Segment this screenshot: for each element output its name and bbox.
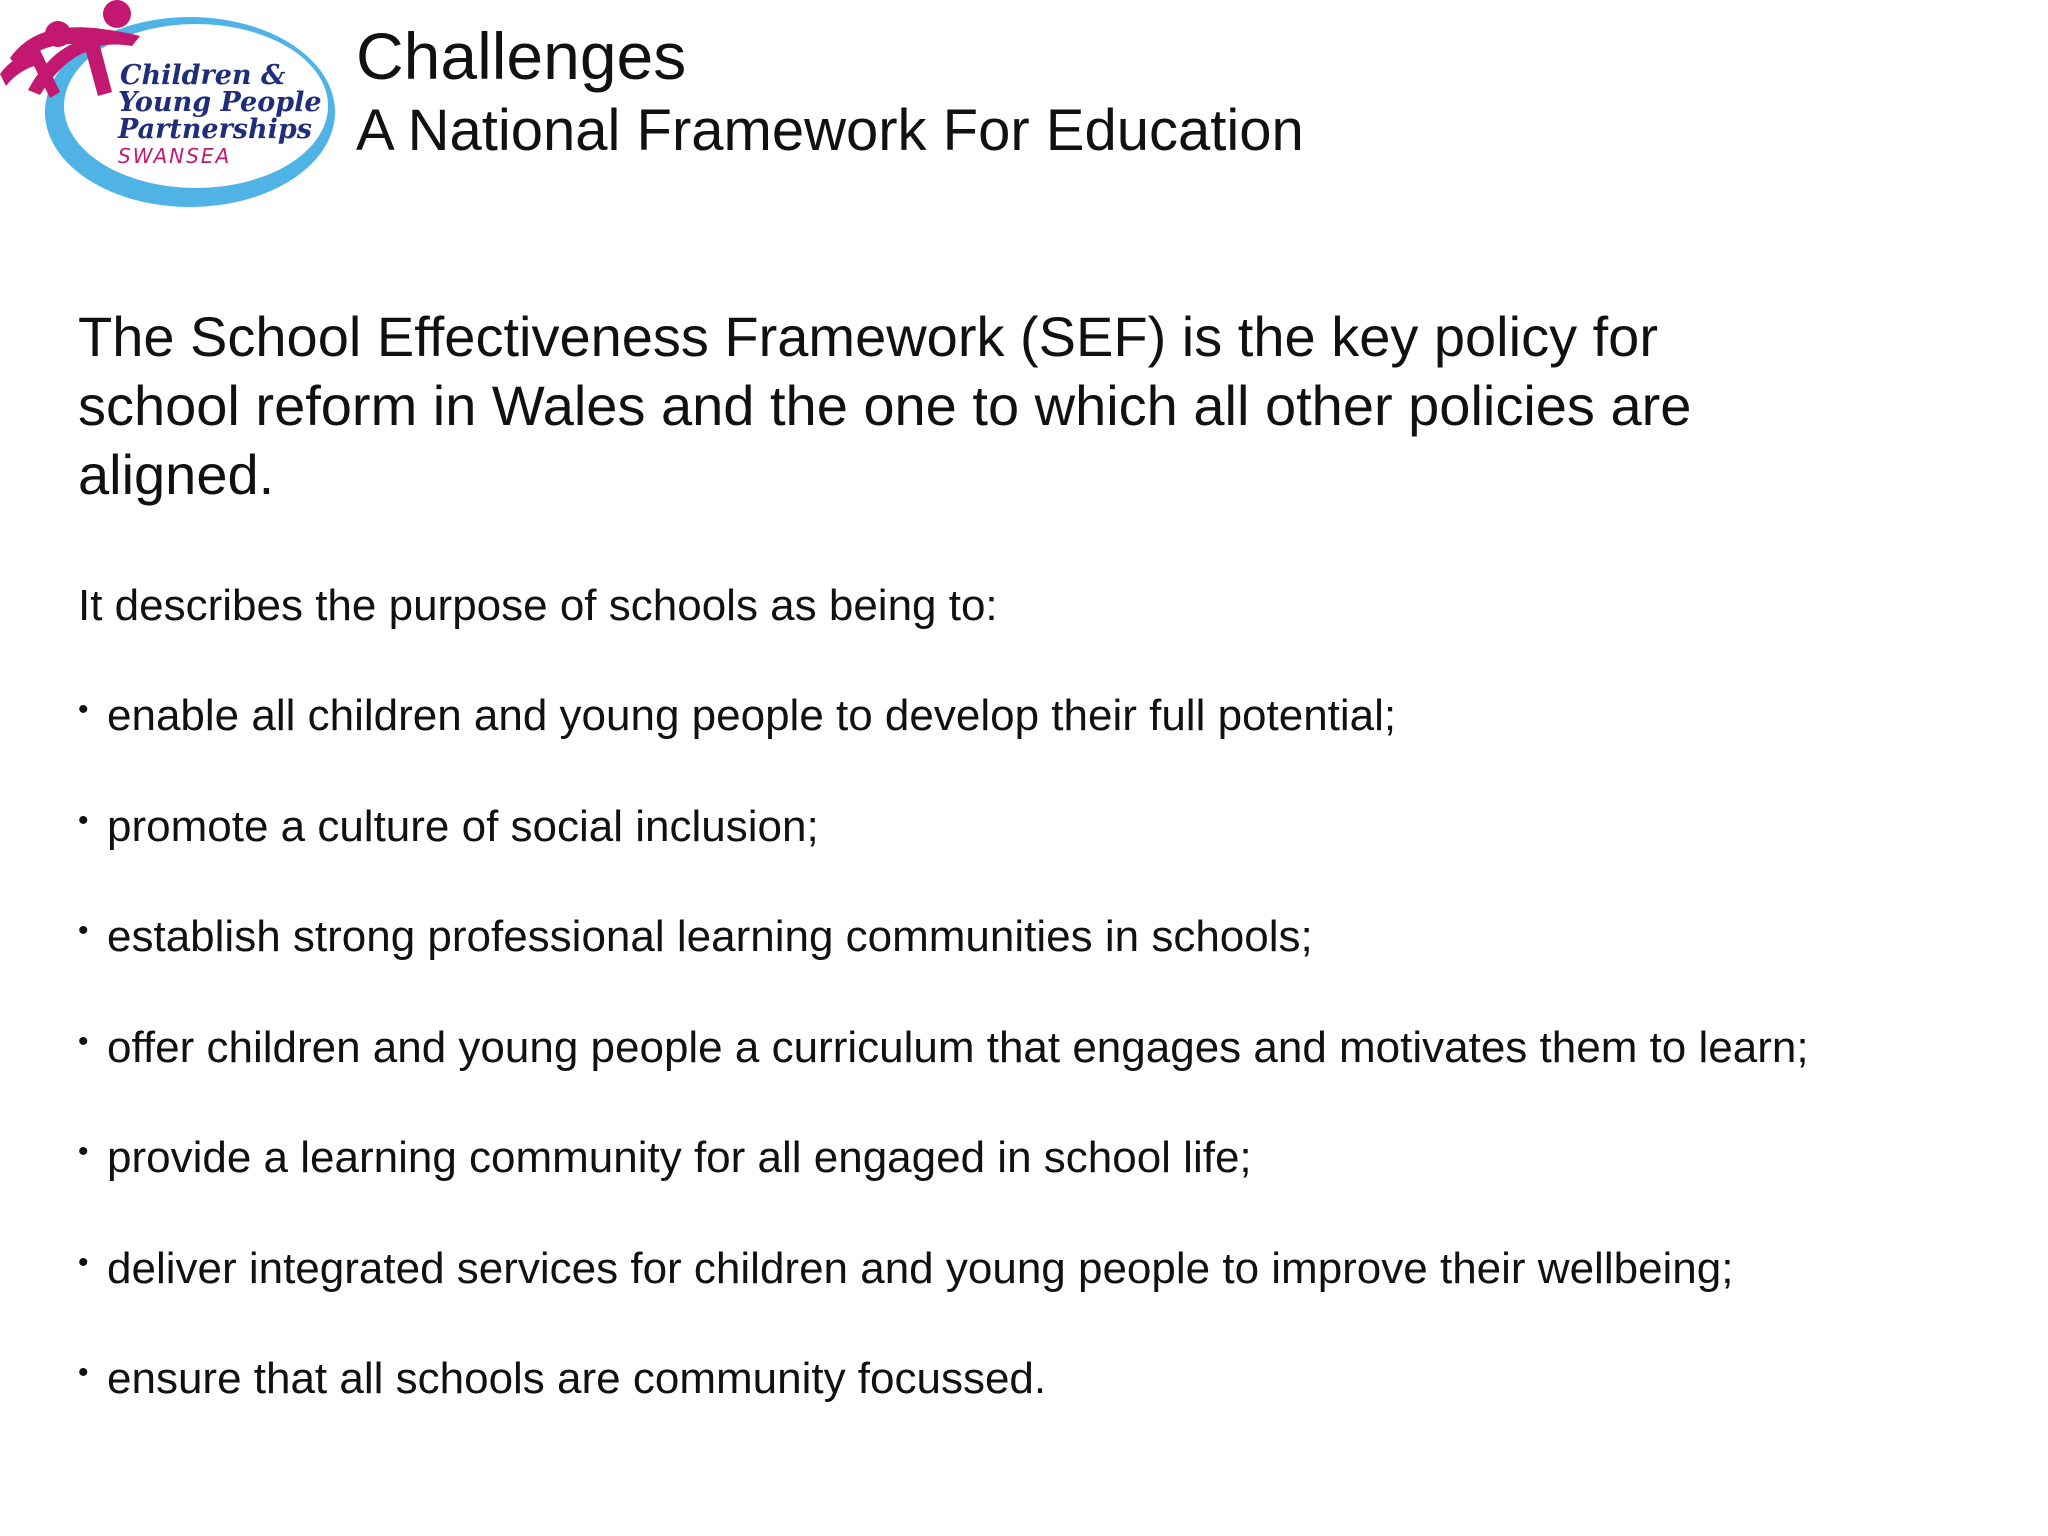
logo-text-line2: Young People [118,87,322,118]
list-item-text: provide a learning community for all engaged in school life; [107,1133,1252,1182]
bullet-icon: • [78,803,89,837]
list-item [78,1130,1809,1241]
purpose-list [78,688,1809,1462]
list-item [78,1020,1809,1131]
bullet-icon: • [78,1356,89,1389]
list-item [78,1241,1809,1352]
slide-title: Challenges [356,19,687,93]
list-item-text: promote a culture of social inclusion; [107,801,819,851]
list-item-text: offer children and young people a curriculum that engages and motivates them to learn; [107,1022,1809,1072]
bullet-icon: • [78,1135,89,1168]
list-item-text: deliver integrated services for children and young people to improve their wellbeing; [107,1243,1734,1293]
list-item-text: enable all children and young people to develop their full potential; [107,691,1397,740]
bullet-icon: • [78,914,89,947]
bullet-icon: • [78,1024,89,1058]
logo-text-line4: SWANSEA [118,144,232,168]
lead-sentence: It describes the purpose of schools as being to: [78,581,998,630]
partnership-logo-graphic [0,0,340,215]
logo-text-line3: Partnerships [118,114,312,145]
list-item [78,909,1809,1020]
list-item [78,799,1809,910]
list-item-text: ensure that all schools are community focussed. [107,1354,1047,1403]
slide-subtitle: A National Framework For Education [356,98,1304,163]
list-item [78,688,1809,799]
intro-paragraph: The School Effectiveness Framework (SEF) is the key policy for school reform in Wales and the one to which all other policies are aligned. [78,305,1692,506]
list-item-text: establish strong professional learning communities in schools; [107,912,1313,961]
logo-text-line1: Children & [120,60,286,91]
bullet-icon: • [78,693,89,726]
partnership-logo [0,0,340,215]
list-item [78,1351,1809,1462]
bullet-icon: • [78,1245,89,1279]
